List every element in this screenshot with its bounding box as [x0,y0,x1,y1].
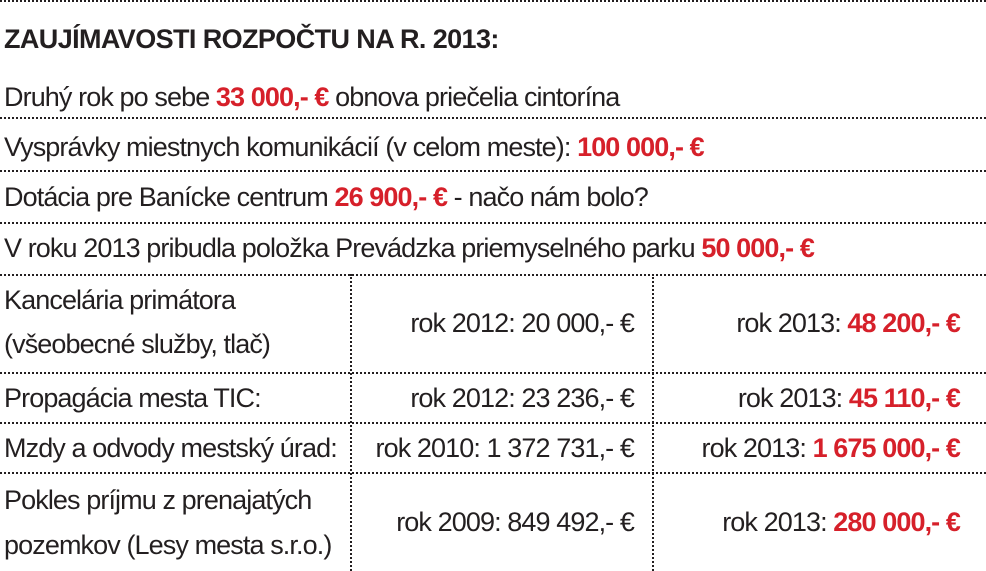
table-old-value: rok 2012: 23 236,- € [410,383,634,413]
divider [0,222,986,224]
table-row-label: Kancelária primátora [4,285,236,315]
divider [0,170,986,172]
table-old-value: rok 2012: 20 000,- € [410,308,634,338]
table-row-label: Pokles príjmu z prenajatých [4,485,312,515]
table-row-label: (všeobecné služby, tlač) [4,329,271,359]
table-new-value: rok 2013: 45 110,- € [737,383,960,413]
divider [0,422,986,424]
table-old-value: rok 2010: 1 372 731,- € [375,433,634,463]
table-row-label: Mzdy a odvody mestský úrad: [4,433,337,463]
table-old-value: rok 2009: 849 492,- € [396,507,634,537]
divider [0,274,986,276]
budget-line: Vysprávky miestnych komunikácií (v celom meste): 100 000,- € [4,132,704,162]
divider [0,372,986,374]
budget-line: V roku 2013 pribudla položka Prevádzka priemyselného parku 50 000,- € [4,233,814,263]
divider [0,472,986,474]
table-new-value: rok 2013: 1 675 000,- € [701,433,960,463]
table-new-value: rok 2013: 48 200,- € [736,308,960,338]
divider [0,0,986,2]
table-row-label: pozemkov (Lesy mesta s.r.o.) [4,530,332,560]
divider [0,117,986,119]
page-title: ZAUJÍMAVOSTI ROZPOČTU NA R. 2013: [4,24,499,54]
table-row-label: Propagácia mesta TIC: [4,383,261,413]
table-new-value: rok 2013: 280 000,- € [722,507,960,537]
budget-line: Dotácia pre Banícke centrum 26 900,- € - načo nám bolo? [4,182,648,212]
budget-line: Druhý rok po sebe 33 000,- € obnova priečelia cintorína [4,82,620,112]
